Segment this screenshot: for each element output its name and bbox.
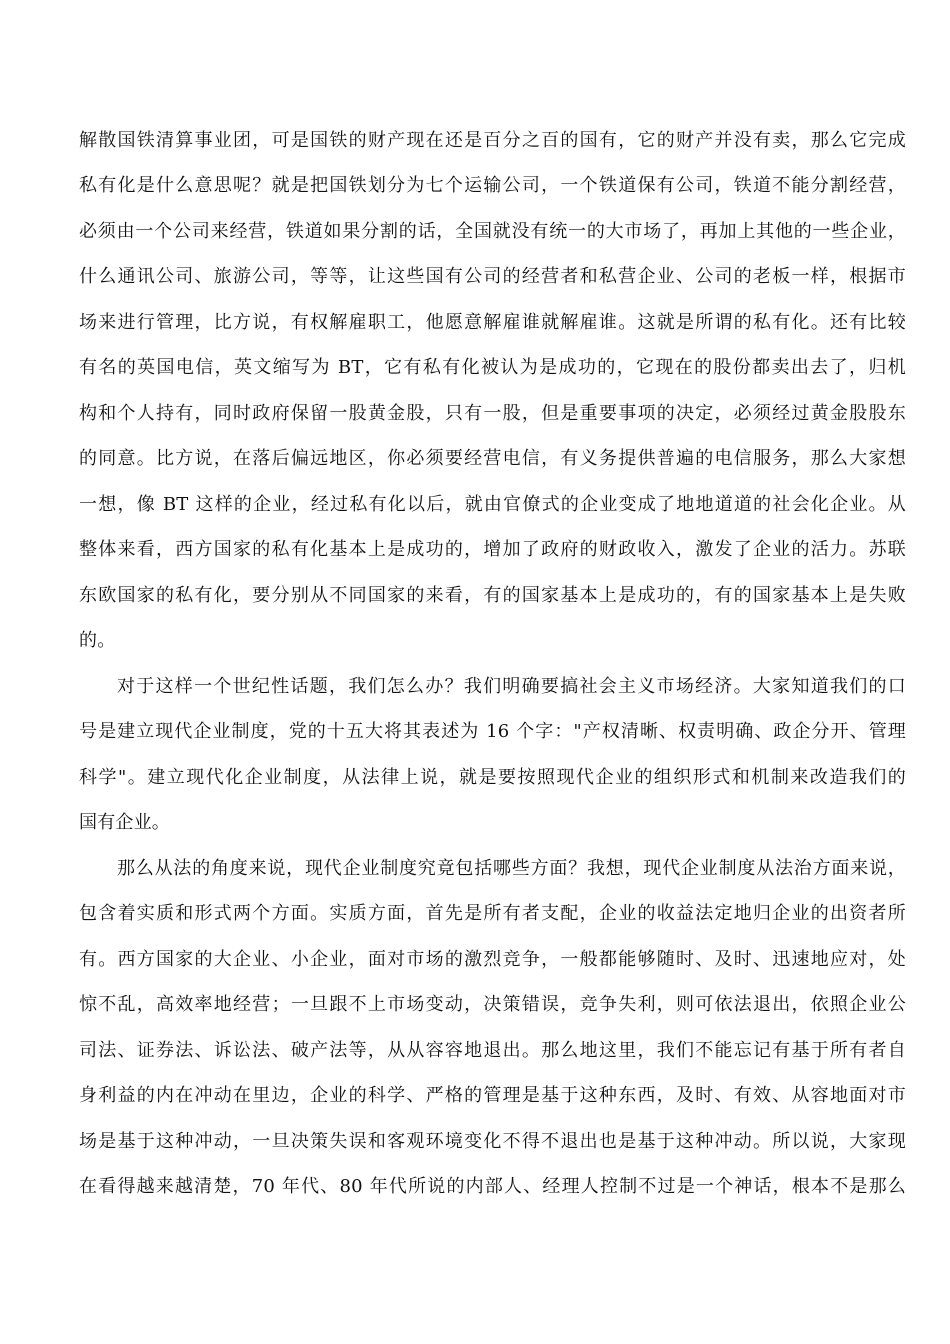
text-line: 号是建立现代企业制度，党的十五大将其表述为 16 个字："产权清晰、权责明确、政企分开、管理 xyxy=(79,721,906,742)
paragraph-first-line: 对于这样一个世纪性话题，我们怎么办？我们明确要搞社会主义市场经济。大家知道我们的口 xyxy=(117,676,906,697)
text-line: 惊不乱，高效率地经营；一旦跟不上市场变动，决策错误，竞争失利，则可依法退出，依照企业公 xyxy=(79,994,906,1015)
text-line: 有。西方国家的大企业、小企业，面对市场的激烈竞争，一般都能够随时、及时、迅速地应对，处 xyxy=(79,949,906,970)
text-line: 私有化是什么意思呢？就是把国铁划分为七个运输公司，一个铁道保有公司，铁道不能分割经营， xyxy=(79,175,906,196)
text-line: 在看得越来越清楚，70 年代、80 年代所说的内部人、经理人控制不过是一个神话，根本不是那么 xyxy=(79,1176,906,1197)
text-line: 身利益的内在冲动在里边，企业的科学、严格的管理是基于这种东西，及时、有效、从容地面对市 xyxy=(79,1085,906,1106)
text-line: 场来进行管理，比方说，有权解雇职工，他愿意解雇谁就解雇谁。这就是所谓的私有化。还有比较 xyxy=(79,312,906,333)
text-line: 整体来看，西方国家的私有化基本上是成功的，增加了政府的财政收入，激发了企业的活力。苏联 xyxy=(79,539,906,560)
text-line: 场是基于这种冲动，一旦决策失误和客观环境变化不得不退出也是基于这种冲动。所以说，大家现 xyxy=(79,1131,906,1152)
text-line: 东欧国家的私有化，要分别从不同国家的来看，有的国家基本上是成功的，有的国家基本上是失败 xyxy=(79,585,906,606)
text-line: 司法、证券法、诉讼法、破产法等，从从容容地退出。那么地这里，我们不能忘记有基于所有者自 xyxy=(79,1040,906,1061)
text-line: 必须由一个公司来经营，铁道如果分割的话，全国就没有统一的大市场了，再加上其他的一些企业， xyxy=(79,221,906,242)
text-line: 科学"。建立现代化企业制度，从法律上说，就是要按照现代企业的组织形式和机制来改造我们的 xyxy=(79,767,906,788)
text-line: 一想，像 BT 这样的企业，经过私有化以后，就由官僚式的企业变成了地地道道的社会化企业。从 xyxy=(79,494,906,515)
text-line: 什么通讯公司、旅游公司，等等，让这些国有公司的经营者和私营企业、公司的老板一样，根据市 xyxy=(79,266,906,287)
text-line: 的同意。比方说，在落后偏远地区，你必须要经营电信，有义务提供普遍的电信服务，那么大家想 xyxy=(79,448,906,469)
text-line: 包含着实质和形式两个方面。实质方面，首先是所有者支配，企业的收益法定地归企业的出资者所 xyxy=(79,903,906,924)
text-line: 解散国铁清算事业团，可是国铁的财产现在还是百分之百的国有，它的财产并没有卖，那么它完成 xyxy=(79,130,906,151)
text-line: 有名的英国电信，英文缩写为 BT，它有私有化被认为是成功的，它现在的股份都卖出去了，归机 xyxy=(79,357,906,378)
text-line: 的。 xyxy=(79,630,116,651)
text-line: 构和个人持有，同时政府保留一股黄金股，只有一股，但是重要事项的决定，必须经过黄金股股东 xyxy=(79,403,906,424)
paragraph-first-line: 那么从法的角度来说，现代企业制度究竟包括哪些方面？我想，现代企业制度从法治方面来说， xyxy=(117,858,906,879)
text-line: 国有企业。 xyxy=(79,812,170,833)
